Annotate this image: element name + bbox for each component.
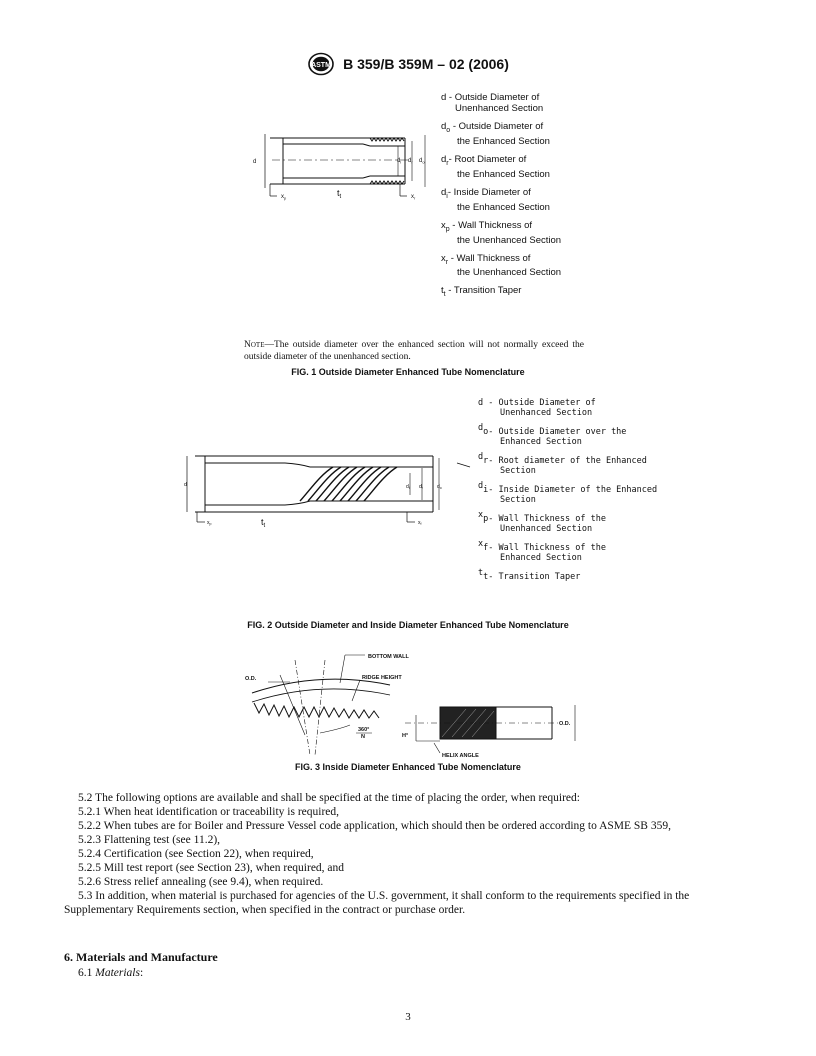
- fig1-label-d: d: [253, 159, 257, 165]
- fig2-drawing: [175, 450, 455, 530]
- svg-text:xf: $x_f$: [418, 520, 422, 526]
- svg-text:xp: $x_p$: [207, 520, 212, 526]
- paragraph-5-2: 5.2 The following options are available and shall be specified at the time of placing the order, when required:: [78, 792, 580, 804]
- paragraph-5-2-3: 5.2.3 Flattening test (see 11.2),: [78, 834, 221, 846]
- fig1-label-dr: $d_r$: [408, 158, 413, 165]
- fig1-legend-item: $x_r$ - Wall Thickness of the Unenhanced Section: [441, 252, 562, 279]
- page-header: [0, 52, 816, 76]
- note-label: Note: [244, 340, 265, 350]
- fig3-drawing: [240, 645, 600, 760]
- svg-text:do: $d_o$: [437, 484, 442, 490]
- fig2-legend-item: dr- Root diameter of the Enhanced Section: [478, 452, 647, 476]
- svg-text:di: $d_i$: [406, 484, 410, 490]
- fig3-label-h: H°: [402, 733, 409, 739]
- body-section-5: [64, 791, 754, 917]
- fig3-label-angle-num: 360°: [358, 727, 370, 733]
- paragraph-5-2-4: 5.2.4 Certification (see Section 22), when required,: [78, 848, 314, 860]
- fig3-label-bottom-wall: BOTTOM WALL: [368, 654, 409, 660]
- fig1-caption: FIG. 1 Outside Diameter Enhanced Tube Nomenclature: [291, 367, 525, 377]
- note-text: —The outside diameter over the enhanced section will not normally exceed the outside diameter of the unenhanced section.: [244, 340, 584, 362]
- fig1-legend-item: $t_t$ - Transition Taper: [441, 285, 522, 299]
- fig2-legend-item: tt- Transition Taper: [478, 568, 581, 582]
- fig1-note: [244, 339, 584, 363]
- document-designation: B 359/B 359M – 02 (2006): [343, 56, 509, 72]
- fig2-legend-item: d - Outside Diameter of Unenhanced Section: [478, 398, 596, 418]
- fig2-legend: [478, 398, 657, 591]
- paragraph-5-2-1: 5.2.1 When heat identification or traceability is required,: [78, 806, 340, 818]
- fig1-label-tt: $t_t$: [337, 188, 342, 200]
- paragraph-5-2-2: 5.2.2 When tubes are for Boiler and Pressure Vessel code application, which should then be ordered according to ASME SB 359,: [78, 820, 671, 832]
- svg-text:tt: $t_t$: [261, 517, 266, 529]
- paragraph-5-2-6: 5.2.6 Stress relief annealing (see 9.4), when required.: [78, 876, 324, 888]
- fig3-caption: FIG. 3 Inside Diameter Enhanced Tube Nomenclature: [295, 762, 521, 772]
- svg-text:d: d: [184, 482, 187, 488]
- fig3-label-ridge-height: RIDGE HEIGHT: [362, 675, 402, 681]
- fig2-legend-item: xf- Wall Thickness of the Enhanced Section: [478, 539, 606, 563]
- fig1-drawing: [245, 130, 445, 205]
- fig3-label-od-left: O.D.: [245, 676, 257, 682]
- fig1-label-xr: $x_r$: [411, 194, 416, 201]
- page-number: 3: [405, 1011, 411, 1023]
- fig1-legend: [441, 92, 561, 307]
- fig1-label-xp: $x_p$: [281, 194, 287, 201]
- fig1-label-di: $d_i$: [397, 158, 402, 165]
- fig2-caption: FIG. 2 Outside Diameter and Inside Diameter Enhanced Tube Nomenclature: [247, 620, 569, 630]
- fig1-label-do: $d_o$: [419, 158, 425, 165]
- fig2-legend-item: di- Inside Diameter of the Enhanced Section: [478, 481, 658, 505]
- fig1-legend-item: $d_r-$ Root Diameter of the Enhanced Section: [441, 153, 550, 180]
- astm-logo-icon: [307, 52, 335, 76]
- fig1-legend-item: d - Outside Diameter of Unenhanced Section: [441, 92, 544, 114]
- svg-text:dr: $d_r$: [419, 484, 423, 490]
- paragraph-5-2-5: 5.2.5 Mill test report (see Section 23), when required, and: [78, 862, 345, 874]
- fig3-label-od-right: O.D.: [559, 721, 571, 727]
- fig2-legend-item: xp- Wall Thickness of the Unenhanced Section: [478, 510, 606, 534]
- fig1-legend-item: $d_i-$ Inside Diameter of the Enhanced Section: [441, 186, 550, 213]
- fig3-label-helix-angle: HELIX ANGLE: [442, 753, 479, 759]
- section-heading-6: 6. Materials and Manufacture: [64, 950, 218, 964]
- paragraph-6-1: 6.1 Materials:: [78, 967, 144, 979]
- fig1-legend-item: $x_p$ - Wall Thickness of the Unenhanced Section: [441, 219, 562, 246]
- fig2-legend-item: do- Outside Diameter over the Enhanced Section: [478, 423, 627, 447]
- svg-text:ASTM: ASTM: [311, 62, 332, 69]
- fig2-leader-line: [456, 460, 472, 470]
- fig1-legend-item: $d_o$ - Outside Diameter of the Enhanced Section: [441, 121, 550, 147]
- fig3-label-angle-den: N: [361, 734, 365, 740]
- paragraph-5-3: 5.3 In addition, when material is purchased for agencies of the U.S. government, it shall conform to the requirements specified in the Supplementary Requirements section, when specified in the contract or purchase order.: [64, 890, 690, 916]
